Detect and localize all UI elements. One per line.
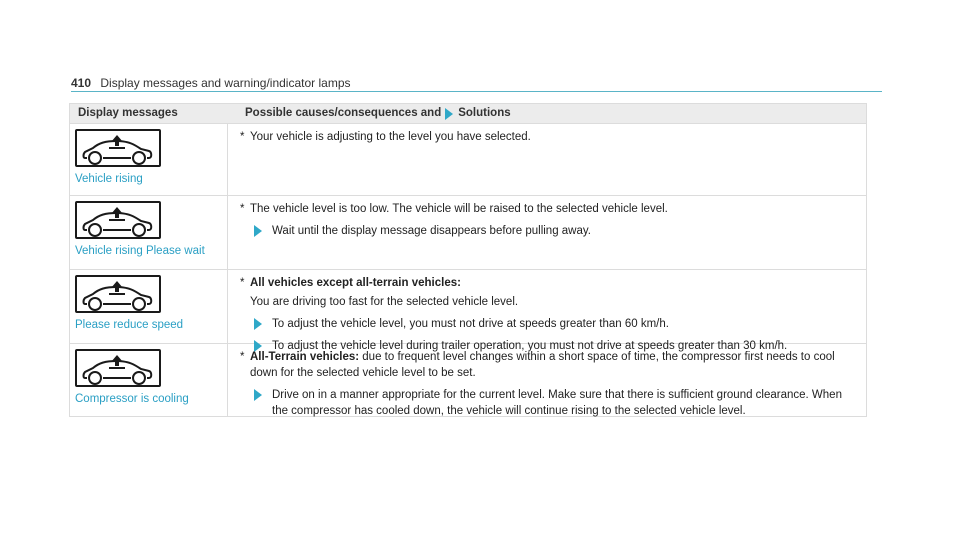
cause-cell — [228, 270, 866, 352]
message-cell — [70, 270, 228, 343]
table-header — [70, 104, 866, 123]
message-cell — [70, 124, 228, 195]
vehicle-level-icon — [75, 129, 161, 167]
solution-arrow-icon — [254, 389, 262, 401]
message-cell — [70, 344, 228, 416]
vehicle-level-icon — [75, 349, 161, 387]
display-message: Vehicle rising — [75, 173, 143, 185]
column-header-causes-label: Possible causes/consequences and — [245, 107, 442, 119]
solution-step: Drive on in a manner appropriate for the current level. Make sure that there is sufficient ground clearance. When the compressor has cooled down, the vehicle will continue rising to the selected vehicle level. — [240, 387, 858, 419]
page-number: 410 — [71, 76, 92, 90]
solution-step: To adjust the vehicle level during trailer operation, you must not drive at speeds greater than 30 km/h. — [240, 338, 858, 354]
header-rule — [71, 91, 882, 92]
display-message: Please reduce speed — [75, 319, 184, 331]
display-message: Compressor is cooling — [75, 393, 189, 405]
cause-text: All-Terrain vehicles: due to frequent level changes within a short space of time, the compressor first needs to cool down for the selected vehicle level to be set. — [250, 351, 835, 379]
cause-cell — [228, 344, 866, 416]
solution-arrow-icon — [445, 108, 453, 120]
cause-text: You are driving too fast for the selected vehicle level. — [250, 296, 519, 308]
bullet-asterisk: * — [240, 277, 245, 289]
cause-cell — [228, 196, 866, 269]
display-messages-table — [69, 103, 867, 417]
vehicle-level-icon — [75, 201, 161, 239]
cause-heading: All vehicles except all-terrain vehicles: — [250, 277, 461, 289]
bullet-asterisk: * — [240, 131, 245, 143]
solution-step: Wait until the display message disappears before pulling away. — [240, 223, 858, 239]
bullet-asterisk: * — [240, 351, 245, 363]
solution-arrow-icon — [254, 318, 262, 330]
cause-text: Your vehicle is adjusting to the level you have selected. — [250, 131, 531, 143]
column-header-solutions-label: Solutions — [458, 107, 511, 119]
table-row — [70, 195, 866, 269]
table-row — [70, 123, 866, 195]
display-message: Vehicle rising Please wait — [75, 245, 205, 257]
cause-text: The vehicle level is too low. The vehicle will be raised to the selected vehicle level. — [250, 203, 668, 215]
solution-arrow-icon — [254, 225, 262, 237]
table-row — [70, 343, 866, 416]
bullet-asterisk: * — [240, 203, 245, 215]
column-header-causes — [236, 104, 866, 123]
cause-cell — [228, 124, 866, 195]
page-header — [71, 76, 351, 90]
vehicle-level-icon — [75, 275, 161, 313]
column-header-messages: Display messages — [78, 107, 178, 119]
solution-step: To adjust the vehicle level, you must not drive at speeds greater than 60 km/h. — [240, 316, 858, 332]
page-section-title: Display messages and warning/indicator lamps — [100, 76, 351, 90]
table-row — [70, 269, 866, 352]
message-cell — [70, 196, 228, 269]
